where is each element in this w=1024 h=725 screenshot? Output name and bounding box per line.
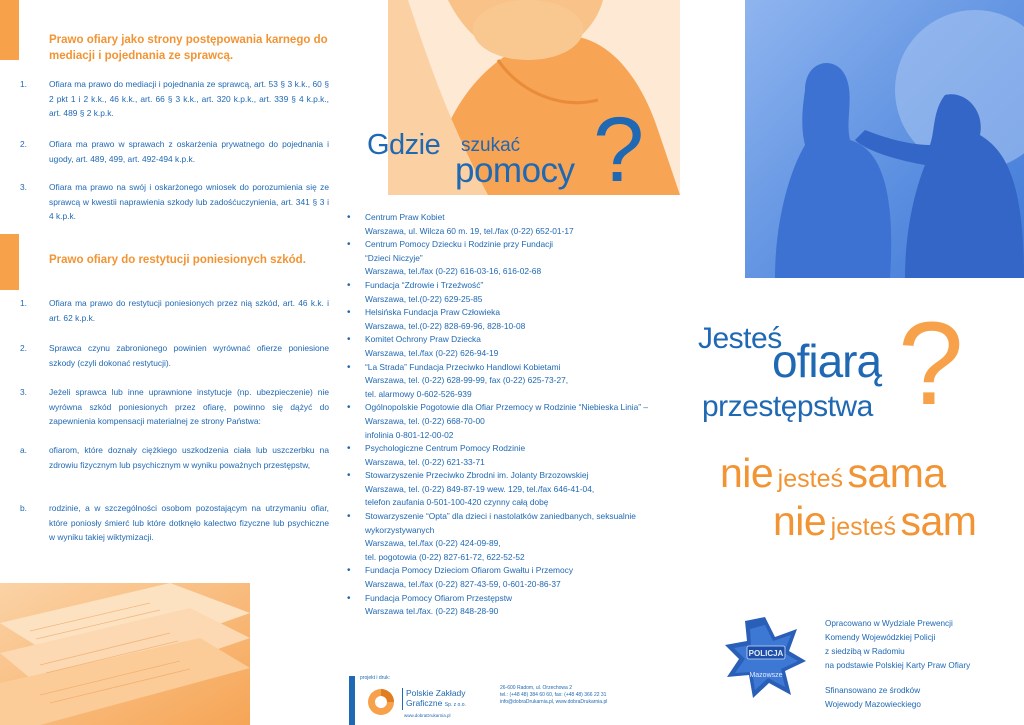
printer-name: Polskie Zakłady Graficzne Sp. z o.o.: [402, 688, 466, 710]
title-gdzie: Gdzie: [367, 129, 441, 161]
orange-marker-middle: [0, 234, 19, 290]
police-badge-icon: [723, 615, 808, 700]
list-item: • Psychologiczne Centrum Pomocy Rodzinie Warszawa, tel. (0-22) 621-33-71: [347, 443, 526, 467]
headline-ofiara: ofiarą: [772, 335, 882, 387]
list-item: • Stowarzyszenie “Opta” dla dzieci i nastolatków zaniedbanych, seksualnie wykorzystywanych Warszawa, tel./fax (0-22) 424-09-89, tel. pogotowia (0-22) 827-61-72, 622-52-52: [347, 511, 636, 562]
silhouette-photo: [745, 0, 1024, 278]
printer-logo-icon: [366, 687, 396, 722]
title-pomocy: pomocy: [455, 151, 575, 190]
headline-jestes: Jesteś: [698, 322, 782, 355]
list-item: • Centrum Praw Kobiet Warszawa, ul. Wilcza 60 m. 19, tel./fax (0-22) 652-01-17: [347, 212, 574, 236]
printer-bar: [349, 676, 355, 725]
list-item: • Stowarzyszenie Przeciwko Zbrodni im. Jolanty Brzozowskiej Warszawa, tel. (0-22) 849-87-19 wew. 129, tel./fax 646-41-04, telefon zaufania 0-501-100-420 czynny całą dobę: [347, 470, 595, 508]
badge-bottom-label: Mazowsze: [749, 672, 783, 679]
headline-przestepstwa: przestępstwa: [702, 390, 873, 423]
badge-top-label: POLICJA: [748, 649, 784, 658]
papers-photo: [0, 583, 250, 725]
funding-text: Sfinansowano ze środków Wojewody Mazowieckiego: [825, 686, 921, 709]
printer-label: projekt i druk:: [360, 675, 391, 681]
printer-web-small: www.dobraDrukarnia.pl: [404, 713, 451, 718]
orange-marker-top: [0, 0, 19, 60]
title-question-mark: ?: [593, 99, 645, 201]
organizations-list: [345, 211, 675, 619]
list-item: • Komitet Ochrony Praw Dziecka Warszawa, tel./fax (0-22) 626-94-19: [347, 334, 499, 358]
list-item: • Fundacja Pomocy Dzieciom Ofiarom Gwałtu i Przemocy Warszawa, tel./fax (0-22) 827-43-59, 0-601-20-86-37: [347, 565, 574, 590]
list-item: • Centrum Pomocy Dziecku i Rodzinie przy Fundacji “Dzieci Niczyje” Warszawa, tel./fax (0-22) 616-03-16, 616-02-68: [347, 239, 554, 277]
list-item: • Fundacja Pomocy Ofiarom Przestępstw Warszawa tel./fax. (0-22) 848-28-90: [347, 592, 513, 617]
headline-question-mark: ?: [898, 298, 964, 430]
list-item: • Fundacja “Zdrowie i Trzeźwość” Warszawa, tel.(0-22) 629-25-85: [347, 279, 484, 304]
heading-restitution: Prawo ofiary do restytucji poniesionych szkód.: [49, 254, 306, 266]
list-item: • Helsińska Fundacja Praw Człowieka Warszawa, tel.(0-22) 828-69-96, 828-10-08: [347, 307, 526, 331]
list-item: • Ogólnopolskie Pogotowie dla Ofiar Przemocy w Rodzinie “Niebieska Linia” – Warszawa, tel. (0-22) 668-70-00 infolinia 0-801-12-00-02: [347, 402, 649, 440]
title-szukac: szukać: [461, 135, 521, 156]
slogan-line1: nie jesteś sama: [720, 450, 946, 496]
list-item: • “La Strada” Fundacja Przeciwko Handlowi Kobietami Warszawa, tel. (0-22) 628-99-99, fax (0-22) 625-73-27, tel. alarmowy 0-602-526-939: [347, 361, 569, 399]
credit-text: Opracowano w Wydziale Prewencji Komendy Wojewódzkiej Policji z siedzibą w Radomiu na podstawie Polskiej Karty Praw Ofiary: [825, 619, 971, 670]
slogan-line2: nie jesteś sam: [773, 498, 977, 544]
heading-mediation: Prawo ofiary jako strony postępowania karnego do mediacji i pojednania ze sprawcą.: [49, 34, 328, 62]
printer-address: 26-600 Radom, ul. Orzechowa 2 tel.: (+48 48) 384 60 60, fax: (+48 48) 366 22 31 info@dobraDrukarnia.pl, www.dobraDrukarnia.pl: [500, 685, 608, 705]
